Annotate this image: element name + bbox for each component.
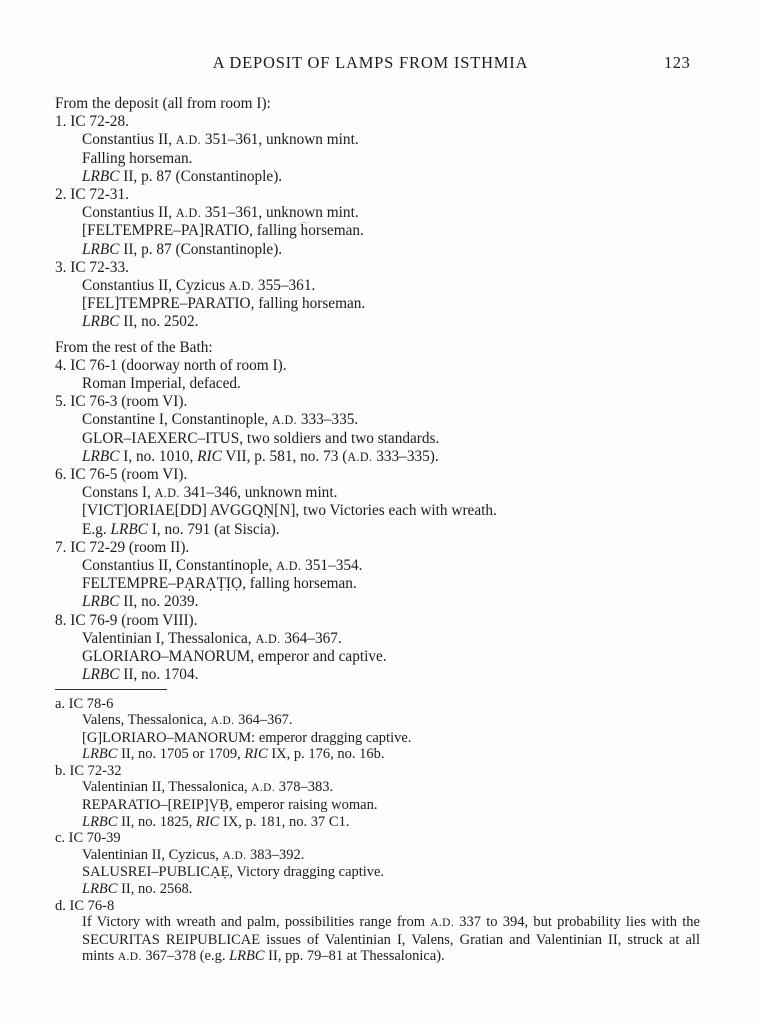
text-segment: 355–361. [254, 277, 316, 295]
text-segment: 367–378 (e.g. [141, 948, 230, 965]
item-head [55, 259, 700, 277]
footnote-head [55, 830, 700, 847]
text-segment: 378–383. [275, 779, 334, 796]
text-segment: 351–354. [301, 557, 363, 575]
footnote-head [55, 763, 700, 780]
item-detail-line [55, 150, 700, 168]
catalogue-item [55, 539, 700, 612]
item-detail-line [55, 241, 700, 259]
item-head [55, 113, 700, 131]
footnote-entry [55, 696, 700, 763]
text-segment: 333–335). [372, 447, 439, 465]
item-detail-line [55, 593, 700, 611]
text-segment: 333–335. [297, 411, 359, 429]
catalogue-section [55, 339, 700, 685]
catalogue-item [55, 466, 700, 539]
text-segment: 337 to 394, but probability lies with the SECURITAS REIPUBLICAE issues of Valentinian I, Valens, Gratian and Valentinian II, struck at all mints [82, 914, 700, 965]
text-segment: E.g. [82, 520, 111, 538]
item-detail-line [55, 575, 700, 593]
text-segment: II, no. 2502. [119, 313, 199, 331]
text-segment: 351–361, unknown mint. [201, 131, 359, 149]
smallcaps-ad: A.D. [175, 133, 201, 148]
footnote-detail-line [55, 730, 700, 747]
text-segment: If Victory with wreath and palm, possibilities range from [82, 914, 431, 931]
item-detail-line [55, 168, 700, 186]
text-segment: d. IC 76-8 [55, 897, 115, 914]
smallcaps-ad: A.D. [210, 715, 235, 728]
text-segment: 8. IC 76-9 (room VIII). [55, 611, 198, 629]
item-head [55, 612, 700, 630]
running-head [55, 55, 700, 72]
item-detail-line [55, 411, 700, 429]
catalogue-item [55, 186, 700, 259]
text-segment: 351–361, unknown mint. [201, 204, 359, 222]
italic-reference: RIC [244, 746, 268, 763]
footnote-detail-line [55, 797, 700, 814]
catalogue-item [55, 357, 700, 393]
text-segment: [VICT]ORIAE[DD] AVGGQṆ[N], two Victories each with wreath. [82, 502, 497, 520]
footnote-detail-line [55, 814, 700, 831]
footnote-separator [55, 689, 167, 690]
text-segment: 383–392. [246, 846, 305, 863]
item-detail-line [55, 448, 700, 466]
text-segment: 6. IC 76-5 (room VI). [55, 466, 188, 484]
italic-reference: LRBC [82, 240, 120, 258]
text-segment: REPARATIO–[REIP]ṾḄ, emperor raising woman. [82, 797, 378, 814]
text-segment: II, p. 87 (Constantinople). [119, 240, 283, 258]
page-number: 123 [664, 53, 691, 72]
smallcaps-ad: A.D. [276, 559, 302, 574]
smallcaps-ad: A.D. [154, 486, 180, 501]
item-detail-line [55, 222, 700, 240]
text-segment: SALUSREI–PUBLICẠẸ, Victory dragging captive. [82, 864, 385, 881]
document-body [55, 95, 700, 966]
text-segment: a. IC 78-6 [55, 695, 114, 712]
smallcaps-ad: A.D. [117, 951, 142, 964]
text-segment: 364–367. [234, 712, 293, 729]
text-segment: Falling horseman. [82, 149, 193, 167]
smallcaps-ad: A.D. [222, 849, 247, 862]
footnote-paragraph [55, 914, 700, 966]
text-segment: [FEL]TEMPRE–PARATIO, falling horseman. [82, 295, 366, 313]
catalogue-item [55, 393, 700, 466]
item-detail-line [55, 521, 700, 539]
text-segment: 1. IC 72-28. [55, 113, 129, 131]
item-detail-line [55, 375, 700, 393]
footnote-block [55, 689, 700, 967]
footnote-detail-line [55, 779, 700, 797]
item-detail-line [55, 484, 700, 502]
text-segment: 364–367. [280, 629, 342, 647]
italic-reference: LRBC [110, 520, 148, 538]
text-segment: Constantius II, [82, 204, 176, 222]
footnote-detail-line [55, 881, 700, 898]
text-segment: 341–346, unknown mint. [179, 484, 338, 502]
smallcaps-ad: A.D. [251, 782, 276, 795]
footnote-detail-line [55, 712, 700, 730]
footnote-head [55, 898, 700, 915]
footnote-head [55, 696, 700, 713]
text-segment: II, no. 1705 or 1709, [117, 746, 245, 763]
catalogue-item [55, 259, 700, 332]
text-segment: 3. IC 72-33. [55, 258, 129, 276]
text-segment: 5. IC 76-3 (room VI). [55, 393, 188, 411]
text-segment: 7. IC 72-29 (room II). [55, 538, 190, 556]
smallcaps-ad: A.D. [347, 449, 373, 464]
text-segment: Constantius II, Cyzicus [82, 277, 230, 295]
italic-reference: LRBC [82, 313, 120, 331]
italic-reference: LRBC [82, 447, 120, 465]
text-segment: II, no. 1704. [119, 666, 199, 684]
text-segment: IX, p. 181, no. 37 C1. [219, 813, 350, 830]
page-title: A DEPOSIT OF LAMPS FROM ISTHMIA [212, 53, 529, 72]
smallcaps-ad: A.D. [229, 279, 255, 294]
italic-reference: LRBC [82, 813, 118, 830]
footnote-detail-line [55, 746, 700, 763]
italic-reference: LRBC [229, 948, 265, 965]
text-segment: I, no. 791 (at Siscia). [147, 520, 280, 538]
italic-reference: LRBC [82, 593, 120, 611]
footnote-entry [55, 898, 700, 966]
text-segment: [FELTEMPRE–PA]RATIO, falling horseman. [82, 222, 364, 240]
text-segment: II, no. 1825, [117, 813, 196, 830]
text-segment: c. IC 70-39 [55, 830, 121, 847]
text-segment: Valentinian II, Thessalonica, [82, 779, 252, 796]
item-detail-line [55, 557, 700, 575]
item-head [55, 393, 700, 411]
text-segment: 4. IC 76-1 (doorway north of room I). [55, 356, 287, 374]
section-intro [55, 95, 700, 113]
text-segment: Valentinian I, Thessalonica, [82, 629, 256, 647]
item-detail-line [55, 648, 700, 666]
text-segment: b. IC 72-32 [55, 762, 122, 779]
text-segment: II, no. 2568. [117, 881, 193, 898]
smallcaps-ad: A.D. [430, 917, 455, 930]
text-segment: I, no. 1010, [119, 447, 198, 465]
smallcaps-ad: A.D. [271, 413, 298, 428]
section-intro [55, 339, 700, 357]
text-segment: [G]LORIARO–MANORUM: emperor dragging captive. [82, 729, 412, 746]
footnote-entry [55, 830, 700, 897]
text-segment: Valens, Thessalonica, [82, 712, 211, 729]
text-segment: Valentinian II, Cyzicus, [82, 846, 223, 863]
italic-reference: RIC [197, 447, 222, 465]
text-segment: II, pp. 79–81 at Thessalonica). [264, 948, 445, 965]
text-segment: From the rest of the Bath: [55, 338, 213, 356]
text-segment: VII, p. 581, no. 73 ( [221, 447, 348, 465]
italic-reference: LRBC [82, 881, 118, 898]
italic-reference: RIC [196, 813, 220, 830]
catalogue-section [55, 95, 700, 332]
smallcaps-ad: A.D. [175, 206, 201, 221]
text-segment: GLOR–IAEXERC–ITUS, two soldiers and two standards. [82, 429, 440, 447]
item-head [55, 357, 700, 375]
smallcaps-ad: A.D. [255, 631, 281, 646]
item-detail-line [55, 630, 700, 648]
item-detail-line [55, 204, 700, 222]
item-detail-line [55, 295, 700, 313]
text-segment: Constantius II, Constantinople, [82, 557, 277, 575]
text-segment: IX, p. 176, no. 16b. [267, 746, 385, 763]
footnote-entry [55, 763, 700, 830]
item-detail-line [55, 131, 700, 149]
text-segment: From the deposit (all from room I): [55, 95, 271, 112]
catalogue-item [55, 612, 700, 685]
text-segment: Constantius II, [82, 131, 176, 149]
text-segment: 2. IC 72-31. [55, 186, 129, 204]
item-detail-line [55, 430, 700, 448]
text-segment: GLORIARO–MANORUM, emperor and captive. [82, 648, 387, 666]
italic-reference: LRBC [82, 746, 118, 763]
footnote-detail-line [55, 847, 700, 865]
text-segment: Constantine I, Constantinople, [82, 411, 272, 429]
italic-reference: LRBC [82, 167, 120, 185]
item-detail-line [55, 313, 700, 331]
item-head [55, 539, 700, 557]
catalogue-item [55, 113, 700, 186]
item-detail-line [55, 502, 700, 520]
item-head [55, 466, 700, 484]
text-segment: Constans I, [82, 484, 155, 502]
item-head [55, 186, 700, 204]
item-detail-line [55, 666, 700, 684]
text-segment: II, p. 87 (Constantinople). [119, 167, 283, 185]
footnote-detail-line [55, 864, 700, 881]
text-segment: FELTEMPRE–PẠRẠṬỊỌ, falling horseman. [82, 575, 357, 593]
text-segment: Roman Imperial, defaced. [82, 375, 241, 393]
italic-reference: LRBC [82, 666, 120, 684]
item-detail-line [55, 277, 700, 295]
text-segment: II, no. 2039. [119, 593, 199, 611]
